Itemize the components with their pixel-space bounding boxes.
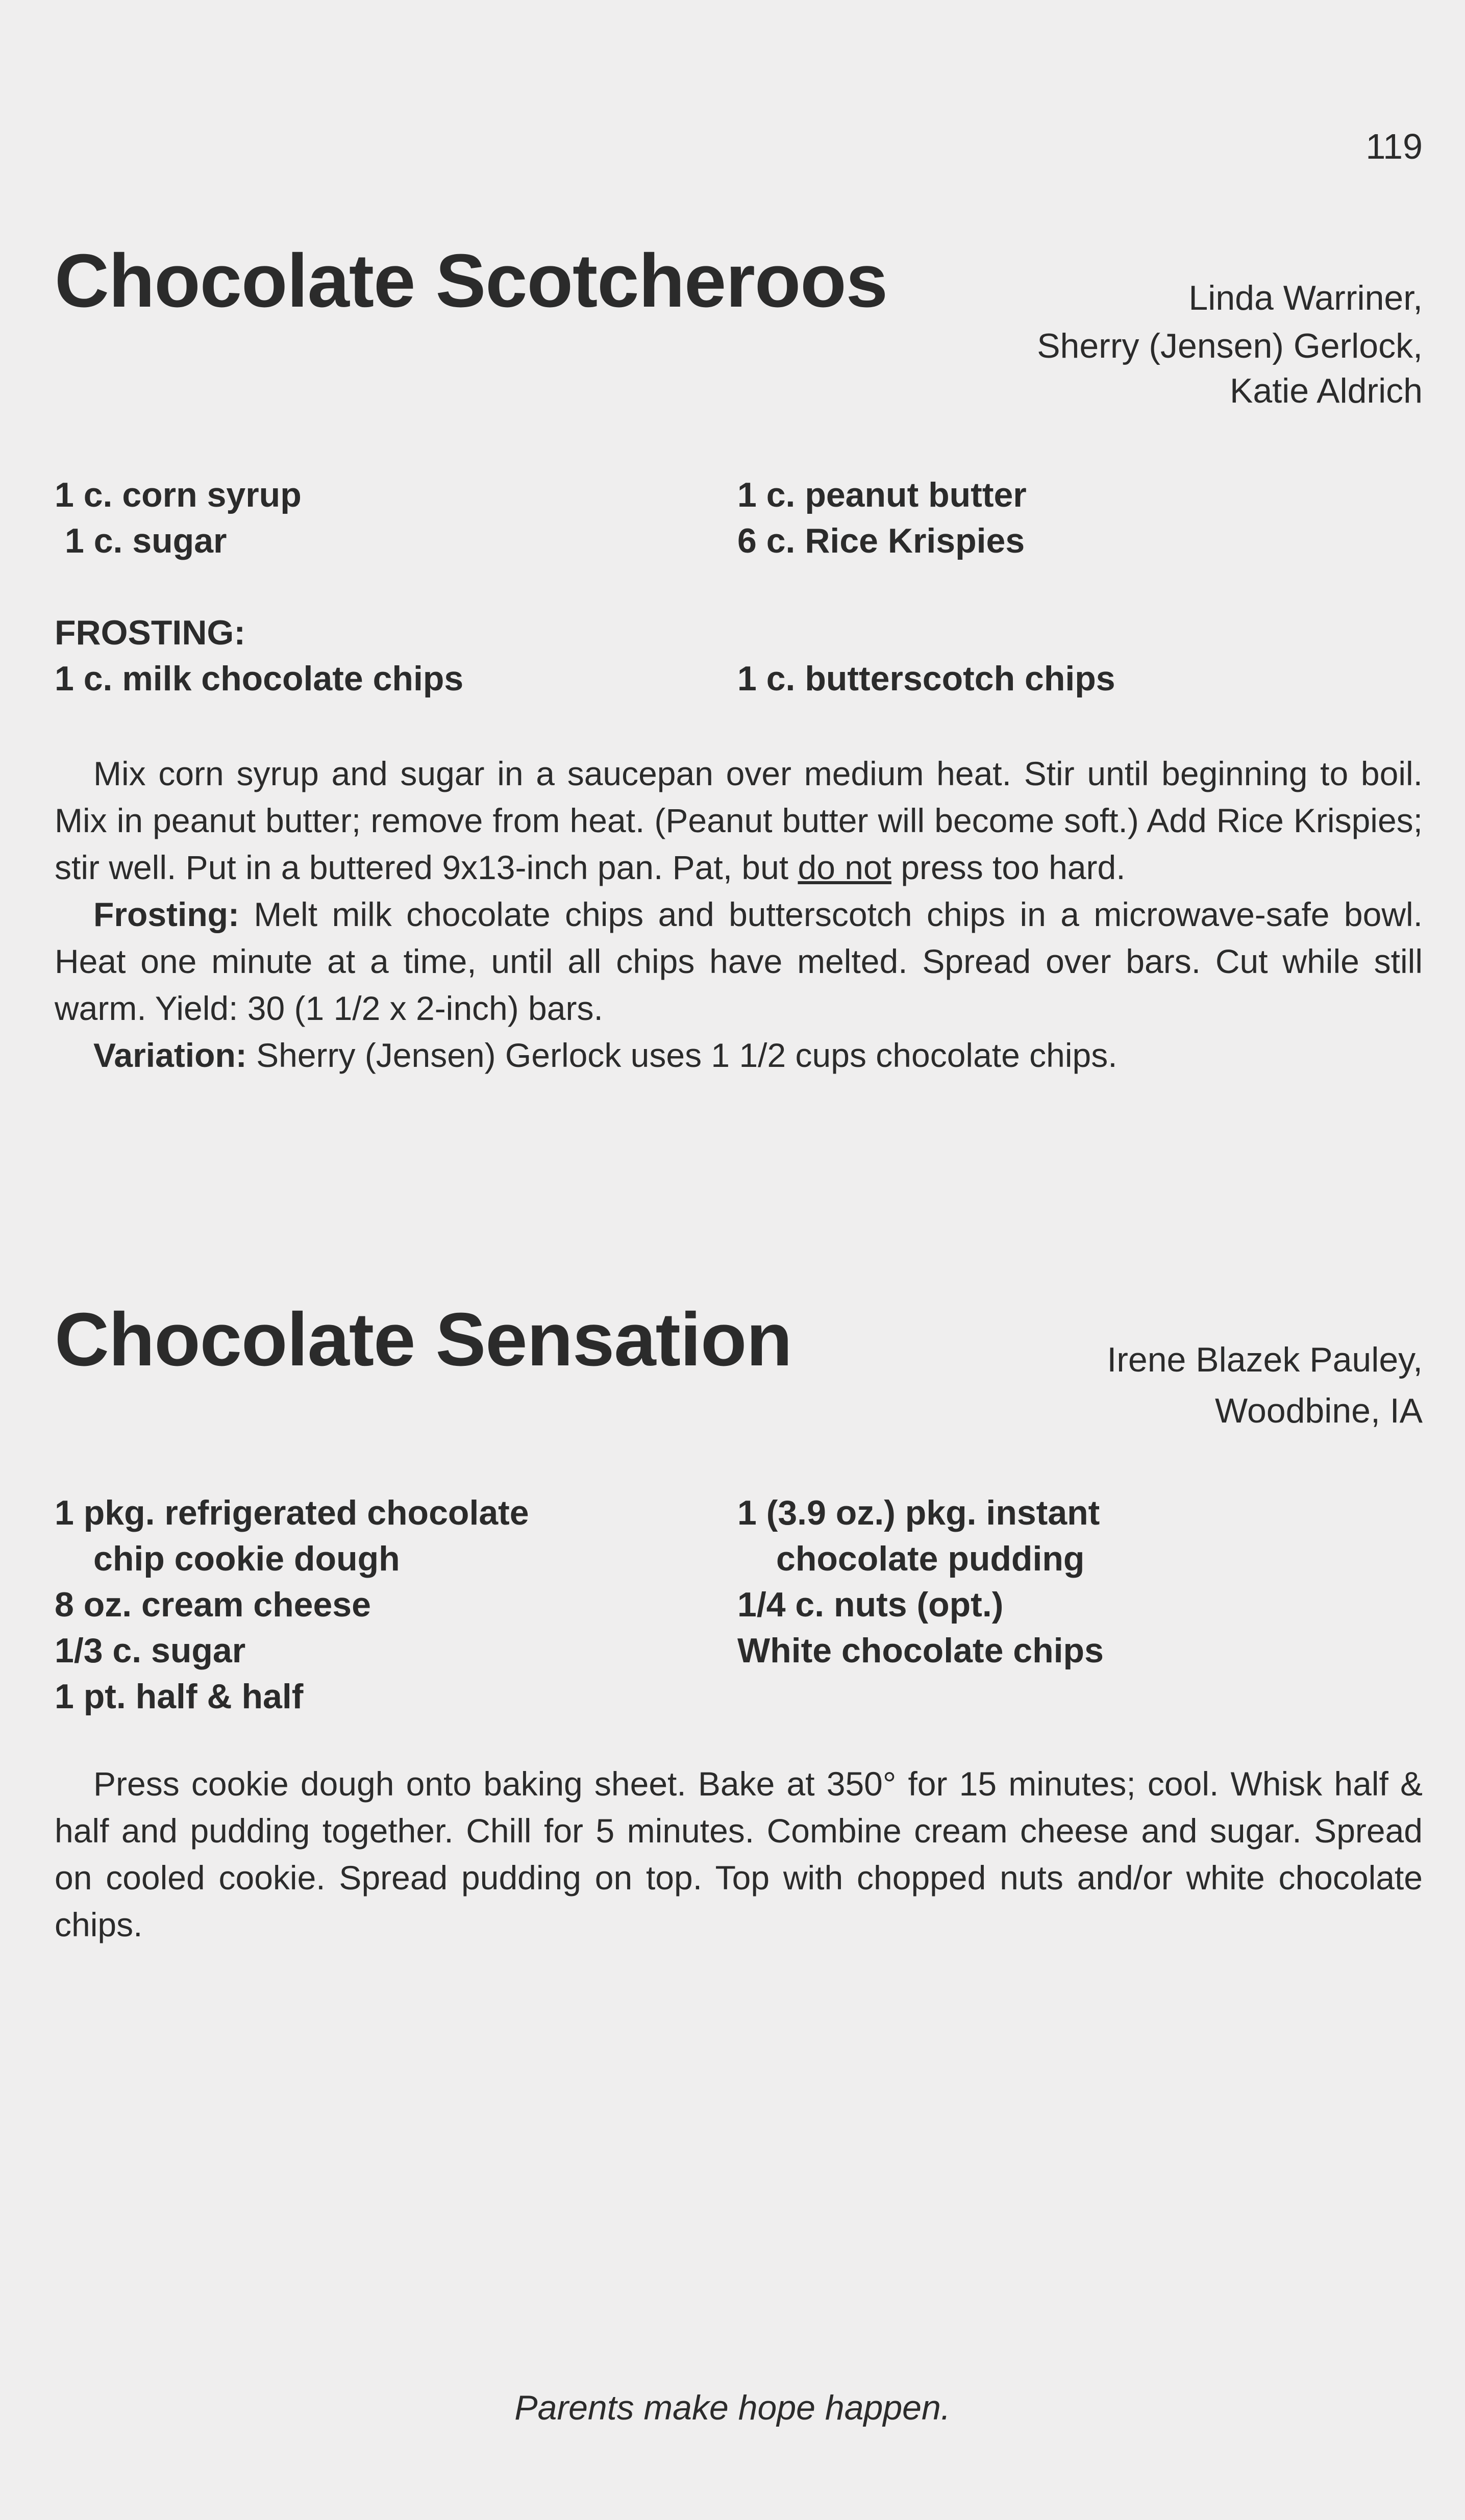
directions-paragraph: [55, 750, 1423, 891]
directions-text: Melt milk chocolate chips and butterscotch chips in a microwave-safe bowl. Heat one minute at a time, until all chips have melted. Spread over bars. Cut while still warm. Yield: 30 (1 1/2 x 2-inch) bars.: [55, 895, 1423, 1027]
ingredient-list: [55, 472, 1423, 564]
ingredient-item: 1 pkg. refrigerated chocolate: [55, 1493, 529, 1532]
ingredient-column-left: [55, 472, 737, 564]
frosting-label: FROSTING:: [55, 613, 245, 652]
directions-text: press too hard.: [891, 849, 1126, 886]
ingredient-list: [55, 1490, 1423, 1719]
contributor-line: Woodbine, IA: [1214, 1391, 1423, 1430]
contributor-line: Sherry (Jensen) Gerlock,: [1037, 327, 1423, 365]
ingredient-item: 6 c. Rice Krispies: [737, 521, 1025, 560]
frosting-paragraph: [55, 891, 1423, 1032]
ingredient-column-right: [737, 1490, 1420, 1719]
recipe-title: Chocolate Sensation: [55, 1298, 792, 1382]
ingredient-column-right: [737, 656, 1420, 702]
variation-paragraph: [55, 1032, 1423, 1079]
ingredient-item: 1 (3.9 oz.) pkg. instant: [737, 1493, 1100, 1532]
ingredient-item: chocolate pudding: [776, 1539, 1085, 1578]
ingredient-item: 1 c. sugar: [65, 521, 227, 560]
ingredient-item: 1 c. peanut butter: [737, 476, 1027, 514]
ingredient-item: chip cookie dough: [93, 1539, 400, 1578]
footer-motto: Parents make hope happen.: [514, 2388, 951, 2427]
variation-heading: Variation:: [93, 1036, 247, 1074]
ingredient-item: White chocolate chips: [737, 1631, 1104, 1670]
contributor-line: Irene Blazek Pauley,: [1107, 1340, 1423, 1379]
ingredient-item: 1 c. corn syrup: [55, 476, 302, 514]
ingredient-item: 1 c. butterscotch chips: [737, 659, 1115, 698]
emphasis-text: do not: [798, 849, 891, 886]
ingredient-item: 1/3 c. sugar: [55, 1631, 246, 1670]
ingredient-item: 1 pt. half & half: [55, 1677, 304, 1716]
directions-text: Sherry (Jensen) Gerlock uses 1 1/2 cups chocolate chips.: [246, 1036, 1118, 1074]
frosting-heading: Frosting:: [93, 895, 239, 933]
recipe-directions: [55, 1760, 1423, 1948]
ingredient-item: 8 oz. cream cheese: [55, 1585, 371, 1624]
recipe-contributors: [1037, 276, 1423, 413]
ingredient-column-right: [737, 472, 1420, 564]
directions-paragraph: Press cookie dough onto baking sheet. Bake at 350° for 15 minutes; cool. Whisk half & half and pudding together. Chill for 5 minutes. Combine cream cheese and sugar. Spread on cooled cookie. Spread pudding on top. Top with chopped nuts and/or white chocolate chips.: [55, 1765, 1423, 1943]
page-number: 119: [1365, 127, 1423, 166]
contributor-line: Linda Warriner,: [1188, 279, 1423, 317]
recipe-directions: [55, 750, 1423, 1079]
recipe-contributors: [1107, 1334, 1423, 1436]
ingredient-item: 1/4 c. nuts (opt.): [737, 1585, 1004, 1624]
directions-text: Mix corn syrup and sugar in a saucepan over medium heat. Stir until beginning to boil. Mix in peanut butter; remove from heat. (Peanut butter will become soft.) Add Rice Krispies; stir well. Put in a buttered 9x13-inch pan. Pat, but: [55, 755, 1423, 886]
frosting-ingredient-list: [55, 656, 1423, 702]
ingredient-column-left: [55, 1490, 737, 1719]
recipe-title: Chocolate Scotcheroos: [55, 239, 888, 323]
ingredient-item: 1 c. milk chocolate chips: [55, 659, 464, 698]
ingredient-column-left: [55, 656, 737, 702]
contributor-line: Katie Aldrich: [1230, 371, 1423, 410]
